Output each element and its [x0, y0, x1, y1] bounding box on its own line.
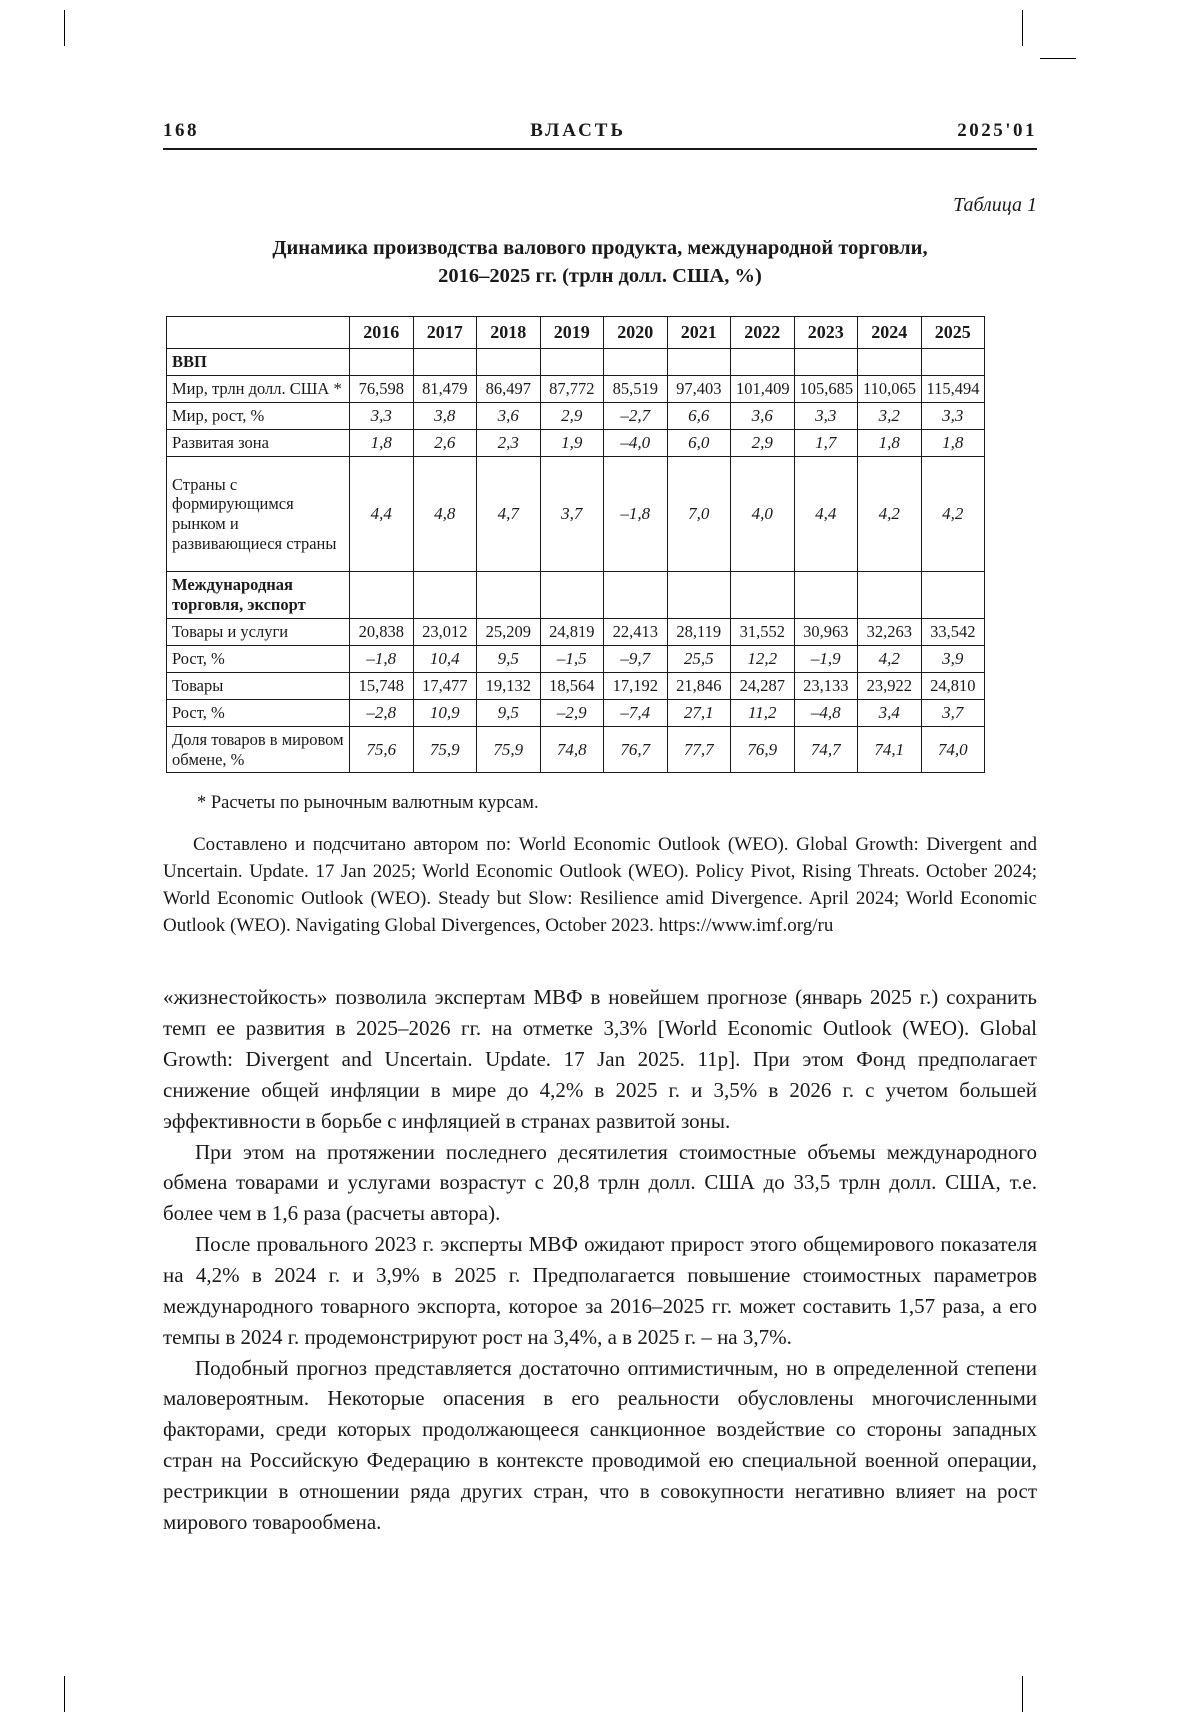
cell: 74,1	[858, 726, 922, 773]
cell: 10,4	[413, 645, 477, 672]
table-header-row	[167, 317, 985, 349]
cell: –4,0	[604, 430, 668, 457]
cell: 97,403	[667, 376, 731, 403]
cell: 1,8	[858, 430, 922, 457]
cell: 24,819	[540, 618, 604, 645]
cell: –7,4	[604, 699, 668, 726]
cell: 24,810	[921, 672, 985, 699]
cell: 4,4	[794, 457, 858, 572]
table-header-cell: 2020	[604, 317, 668, 349]
cell: 101,409	[731, 376, 795, 403]
cell: 6,6	[667, 403, 731, 430]
cell: 1,9	[540, 430, 604, 457]
cell: 31,552	[731, 618, 795, 645]
crop-mark-bottom-right	[1022, 1676, 1023, 1712]
cell: 11,2	[731, 699, 795, 726]
table-header-cell: 2025	[921, 317, 985, 349]
cell: 3,3	[921, 403, 985, 430]
cell: 30,963	[794, 618, 858, 645]
cell: 76,9	[731, 726, 795, 773]
cell: –9,7	[604, 645, 668, 672]
table-row	[167, 376, 985, 403]
cell: –1,9	[794, 645, 858, 672]
row-label: Страны с формирующимся рынком и развивающиеся страны	[167, 457, 350, 572]
issue-number: 2025'01	[957, 120, 1037, 141]
table-header-cell: 2022	[731, 317, 795, 349]
cell: 115,494	[921, 376, 985, 403]
cell: 32,263	[858, 618, 922, 645]
cell	[477, 572, 541, 619]
cell: 3,3	[794, 403, 858, 430]
cell	[604, 349, 668, 376]
cell: 75,9	[413, 726, 477, 773]
page-number: 168	[163, 120, 199, 141]
cell: 105,685	[794, 376, 858, 403]
cell: 75,9	[477, 726, 541, 773]
cell: 33,542	[921, 618, 985, 645]
cell	[540, 572, 604, 619]
cell: 23,922	[858, 672, 922, 699]
table-row	[167, 403, 985, 430]
cell: 7,0	[667, 457, 731, 572]
cell: 3,6	[477, 403, 541, 430]
cell: –2,7	[604, 403, 668, 430]
row-label: Доля товаров в мировом обмене, %	[167, 726, 350, 773]
row-label: Рост, %	[167, 645, 350, 672]
crop-mark-right-top	[1040, 58, 1076, 59]
cell	[858, 572, 922, 619]
cell	[350, 349, 414, 376]
cell: 1,8	[350, 430, 414, 457]
cell: 75,6	[350, 726, 414, 773]
table-footnote: * Расчеты по рыночным валютным курсам.	[197, 793, 539, 814]
statistics-table	[166, 316, 985, 773]
cell: 21,846	[667, 672, 731, 699]
cell: 18,564	[540, 672, 604, 699]
cell: 3,7	[921, 699, 985, 726]
document-content	[163, 120, 1037, 1538]
row-label: Международная торговля, экспорт	[167, 572, 350, 619]
cell	[604, 572, 668, 619]
cell	[540, 349, 604, 376]
paragraph: После провального 2023 г. эксперты МВФ ожидают прирост этого общемирового показателя на 4,2% в 2024 г. и 3,9% в 2025 г. Предполагается повышение стоимостных параметров международного товарного экспорта, которое за 2016–2025 гг. может составить 1,57 раза, а его темпы в 2024 г. продемонстрируют рост на 3,4%, а в 2025 г. – на 3,7%.	[163, 1232, 1037, 1349]
row-label: Развитая зона	[167, 430, 350, 457]
running-head	[163, 120, 1037, 150]
cell	[413, 349, 477, 376]
cell: –4,8	[794, 699, 858, 726]
cell: 3,2	[858, 403, 922, 430]
paragraph: Подобный прогноз представляется достаточно оптимистичным, но в определенной степени маловероятным. Некоторые опасения в его реальности обусловлены многочисленными факторами, среди которых продолжающееся санкционное воздействие со стороны западных стран на Российскую Федерацию в контексте проводимой ею специальной военной операции, рестрикции в отношении ряда других стран, что в совокупности негативно влияет на рост мирового товарообмена.	[163, 1355, 1037, 1534]
cell: 4,8	[413, 457, 477, 572]
cell: 85,519	[604, 376, 668, 403]
cell	[667, 349, 731, 376]
row-label: Товары и услуги	[167, 618, 350, 645]
paragraph: При этом на протяжении последнего десятилетия стоимостные объемы международного обмена товарами и услугами возрастут с 20,8 трлн долл. США до 33,5 трлн долл. США, т.е. более чем в 1,6 раза (расчеты автора).	[163, 1139, 1037, 1226]
cell: –1,8	[350, 645, 414, 672]
table-row	[167, 430, 985, 457]
cell: 9,5	[477, 645, 541, 672]
cell: 1,7	[794, 430, 858, 457]
cell: 24,287	[731, 672, 795, 699]
table-header-cell: 2019	[540, 317, 604, 349]
table-row	[167, 699, 985, 726]
table-label: Таблица 1	[953, 194, 1037, 216]
table-row	[167, 349, 985, 376]
row-label: Товары	[167, 672, 350, 699]
crop-mark-top-right	[1022, 10, 1023, 46]
cell: 3,8	[413, 403, 477, 430]
cell	[731, 572, 795, 619]
cell: 3,9	[921, 645, 985, 672]
cell: –2,9	[540, 699, 604, 726]
table-row	[167, 618, 985, 645]
cell: 86,497	[477, 376, 541, 403]
cell	[667, 572, 731, 619]
cell: –1,8	[604, 457, 668, 572]
row-label: ВВП	[167, 349, 350, 376]
crop-mark-bottom-left	[64, 1676, 65, 1712]
table-row	[167, 672, 985, 699]
cell: 2,6	[413, 430, 477, 457]
cell	[858, 349, 922, 376]
cell: 74,7	[794, 726, 858, 773]
table-header-cell: 2017	[413, 317, 477, 349]
table-title	[163, 235, 1037, 290]
table-header-cell: 2024	[858, 317, 922, 349]
cell: 2,3	[477, 430, 541, 457]
cell: –2,8	[350, 699, 414, 726]
cell: 110,065	[858, 376, 922, 403]
row-label: Мир, трлн долл. США *	[167, 376, 350, 403]
table-header-cell: 2023	[794, 317, 858, 349]
cell: 12,2	[731, 645, 795, 672]
cell: 17,192	[604, 672, 668, 699]
cell: 25,209	[477, 618, 541, 645]
cell: 74,0	[921, 726, 985, 773]
row-label: Рост, %	[167, 699, 350, 726]
cell: 2,9	[540, 403, 604, 430]
cell	[794, 349, 858, 376]
cell: 10,9	[413, 699, 477, 726]
cell: 9,5	[477, 699, 541, 726]
cell: 3,7	[540, 457, 604, 572]
cell: 3,6	[731, 403, 795, 430]
crop-mark-top-left	[64, 10, 65, 46]
cell: 74,8	[540, 726, 604, 773]
cell: 6,0	[667, 430, 731, 457]
cell: 4,2	[858, 645, 922, 672]
journal-name: ВЛАСТЬ	[530, 120, 627, 141]
table-header-cell: 2016	[350, 317, 414, 349]
cell	[794, 572, 858, 619]
cell: 77,7	[667, 726, 731, 773]
table-row	[167, 457, 985, 572]
cell: 4,0	[731, 457, 795, 572]
cell: 4,2	[858, 457, 922, 572]
cell: 19,132	[477, 672, 541, 699]
table-row	[167, 572, 985, 619]
cell: 23,133	[794, 672, 858, 699]
row-label: Мир, рост, %	[167, 403, 350, 430]
cell: 87,772	[540, 376, 604, 403]
cell: 2,9	[731, 430, 795, 457]
cell	[413, 572, 477, 619]
cell: 17,477	[413, 672, 477, 699]
cell: 4,7	[477, 457, 541, 572]
cell: 3,3	[350, 403, 414, 430]
cell: 20,838	[350, 618, 414, 645]
cell: 81,479	[413, 376, 477, 403]
table-header-cell: 2018	[477, 317, 541, 349]
table-title-line1: Динамика производства валового продукта, международной торговли,	[272, 237, 928, 259]
table-row	[167, 645, 985, 672]
cell: 15,748	[350, 672, 414, 699]
cell	[921, 572, 985, 619]
table-header-cell	[167, 317, 350, 349]
cell: 1,8	[921, 430, 985, 457]
table-source: Составлено и подсчитано автором по: World Economic Outlook (WEO). Global Growth: Divergent and Uncertain. Update. 17 Jan 2025; World Economic Outlook (WEO). Policy Pivot, Rising Threats. October 2024; World Economic Outlook (WEO). Steady but Slow: Resilience amid Divergence. April 2024; World Economic Outlook (WEO). Navigating Global Divergences, October 2023. https://www.imf.org/ru	[163, 834, 1037, 937]
cell: 25,5	[667, 645, 731, 672]
table-title-line2: 2016–2025 гг. (трлн долл. США, %)	[438, 264, 762, 287]
cell: 4,4	[350, 457, 414, 572]
cell	[477, 349, 541, 376]
paragraph: «жизнестойкость» позволила экспертам МВФ в новейшем прогнозе (январь 2025 г.) сохранить темп ее развития в 2025–2026 гг. на отметке 3,3% [World Economic Outlook (WEO). Global Growth: Divergent and Uncertain. Update. 17 Jan 2025. 11р]. При этом Фонд предполагает снижение общей инфляции в мире до 4,2% в 2025 г. и 3,5% в 2026 г. с учетом большей эффективности в борьбе с инфляцией в странах развитой зоны.	[163, 985, 1037, 1133]
cell: 22,413	[604, 618, 668, 645]
cell: 28,119	[667, 618, 731, 645]
cell: 27,1	[667, 699, 731, 726]
cell	[350, 572, 414, 619]
cell	[731, 349, 795, 376]
cell: 3,4	[858, 699, 922, 726]
cell: 76,7	[604, 726, 668, 773]
cell: –1,5	[540, 645, 604, 672]
cell: 23,012	[413, 618, 477, 645]
cell: 76,598	[350, 376, 414, 403]
body-text	[163, 982, 1037, 1537]
cell	[921, 349, 985, 376]
table-header-cell: 2021	[667, 317, 731, 349]
cell: 4,2	[921, 457, 985, 572]
table-row	[167, 726, 985, 773]
